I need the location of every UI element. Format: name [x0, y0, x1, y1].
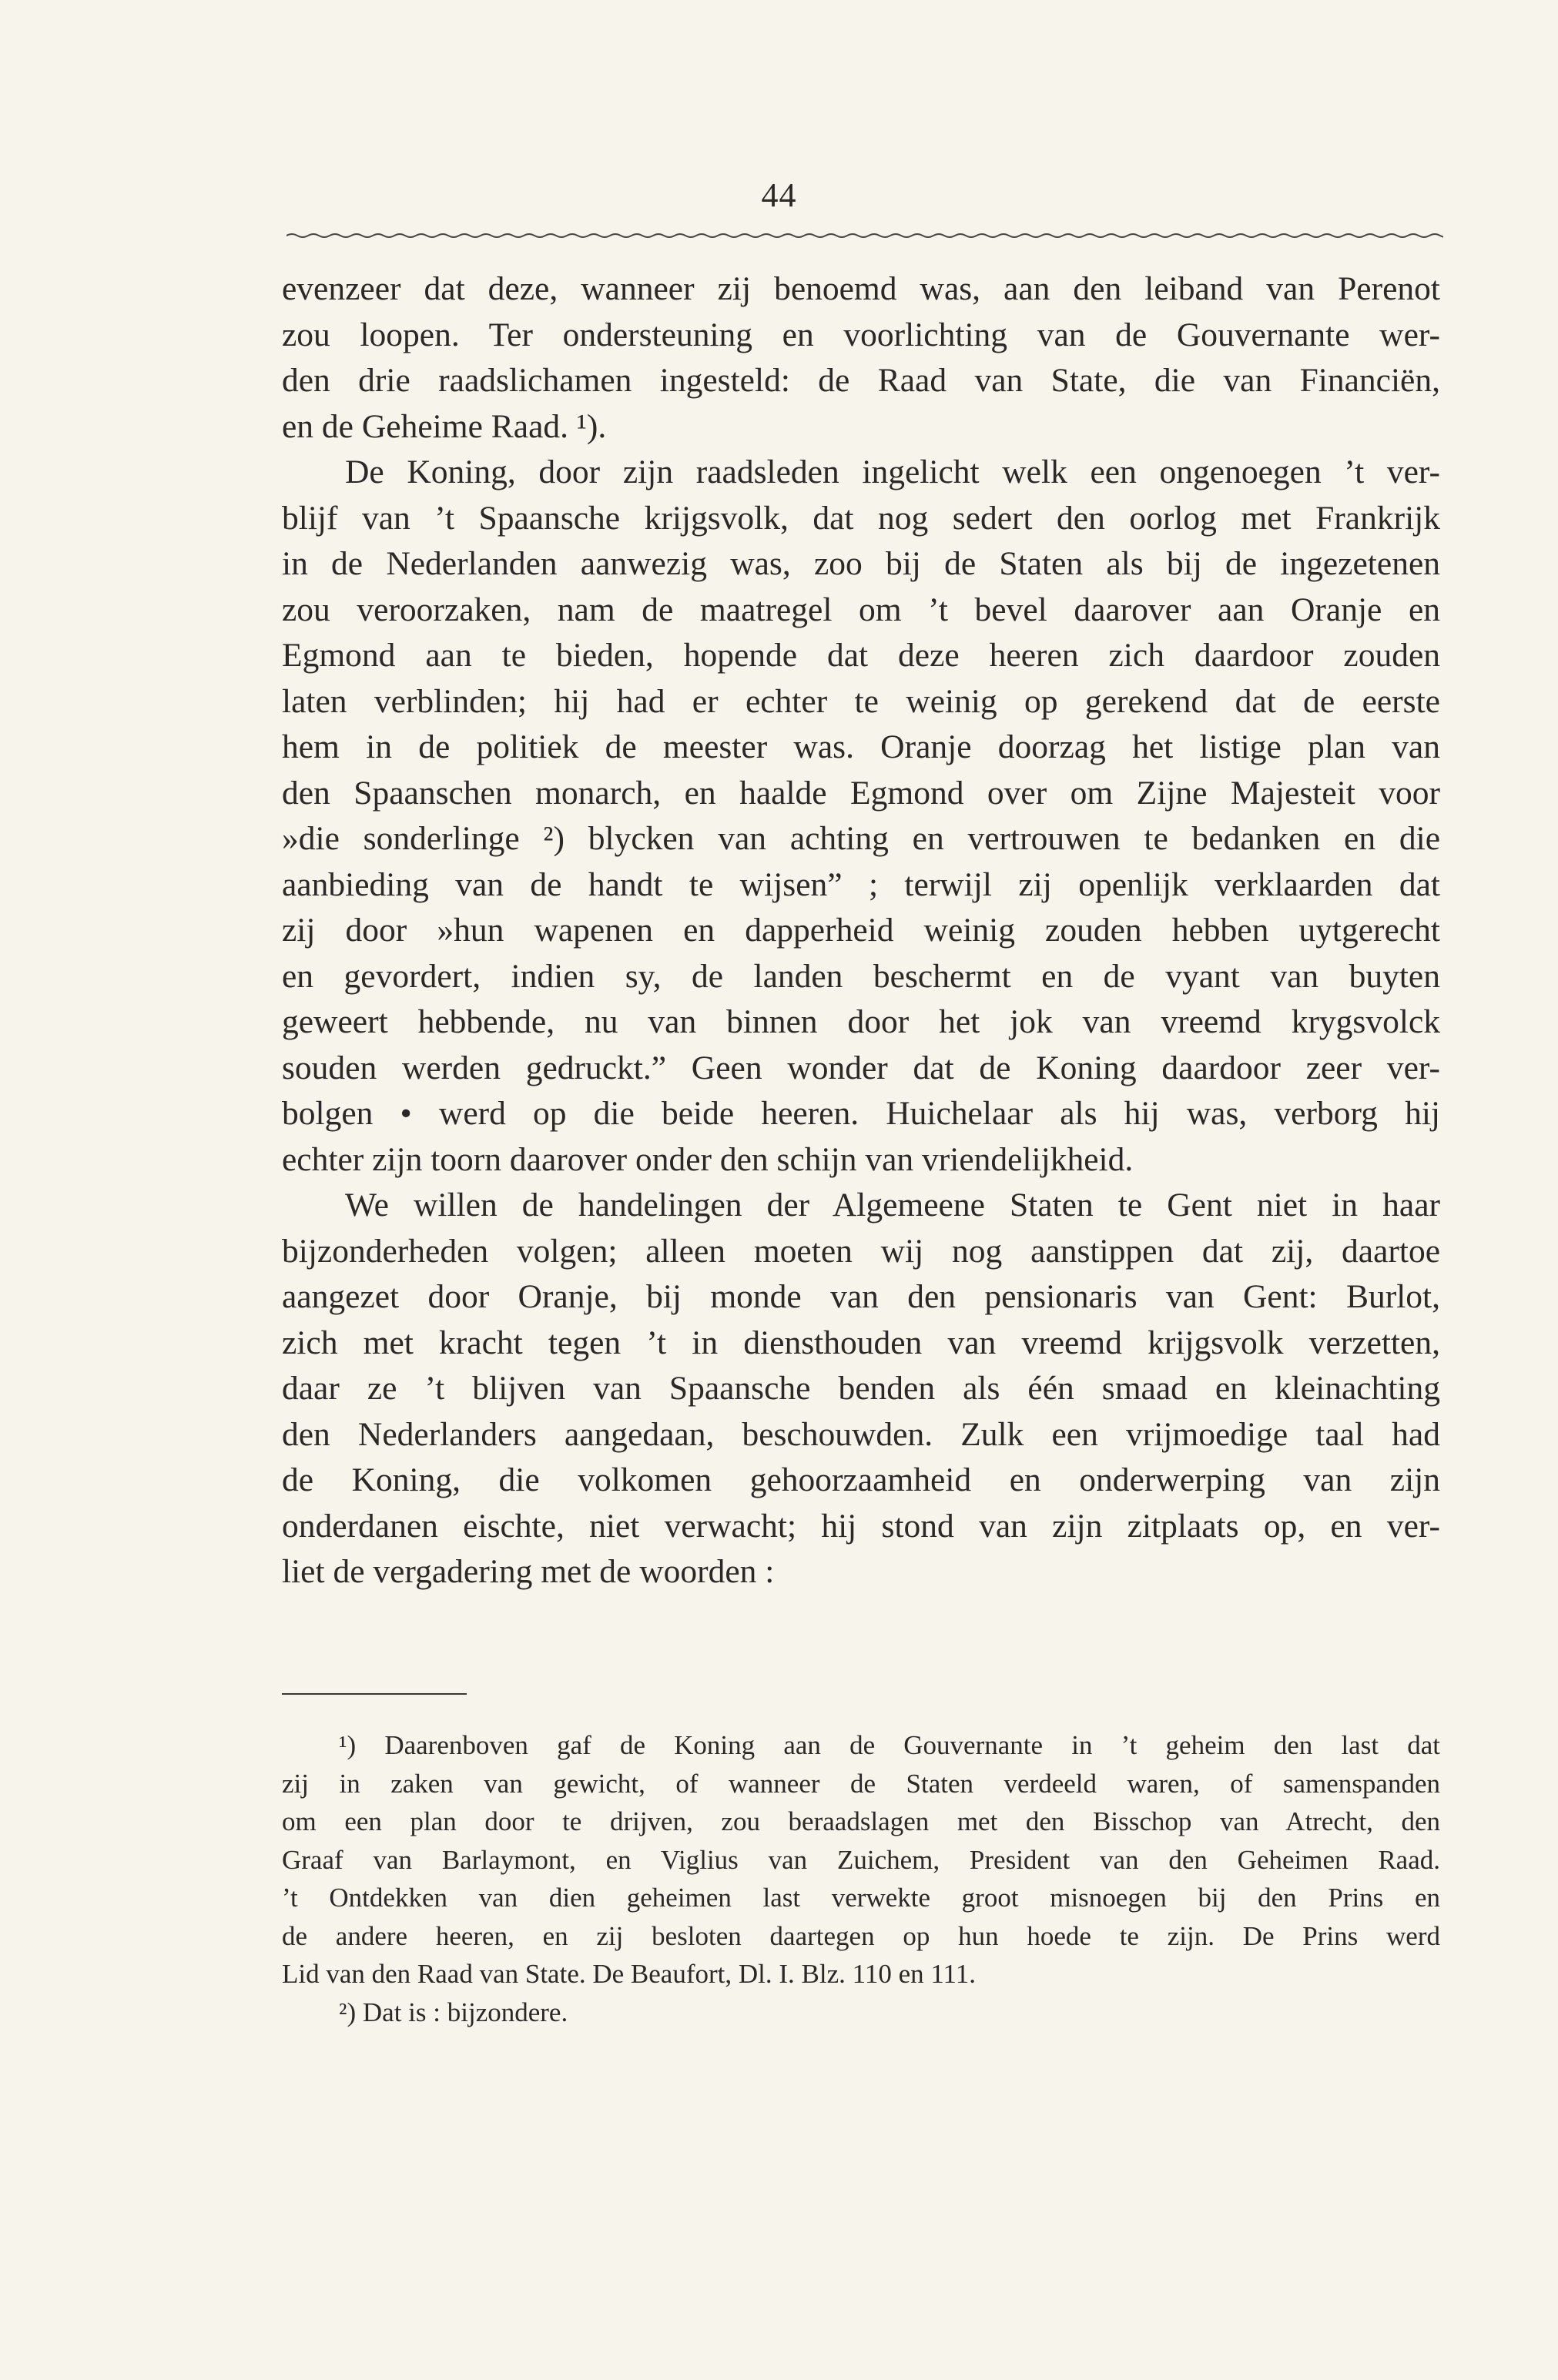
- text-line: zich met kracht tegen ’t in diensthouden van vreemd krijgsvolk verzetten,: [282, 1324, 1440, 1361]
- text-line: evenzeer dat deze, wanneer zij benoemd was, aan den leiband van Perenot: [282, 270, 1440, 307]
- footnote-line: om een plan door te drijven, zou beraadslagen met den Bisschop van Atrecht, den: [282, 1806, 1440, 1836]
- text-line: blijf van ’t Spaansche krijgsvolk, dat nog sedert den oorlog met Frankrijk: [282, 499, 1440, 537]
- footnote-line: ¹) Daarenboven gaf de Koning aan de Gouvernante in ’t geheim den last dat: [339, 1730, 1440, 1760]
- text-line: den Spaanschen monarch, en haalde Egmond over om Zijne Majesteit voor: [282, 774, 1440, 812]
- footnotes: [282, 1726, 1440, 2031]
- text-line: souden werden gedruckt.” Geen wonder dat de Koning daardoor zeer ver-: [282, 1049, 1440, 1086]
- text-line: hem in de politiek de meester was. Oranje doorzag het listige plan van: [282, 728, 1440, 765]
- text-line: geweert hebbende, nu van binnen door het jok van vreemd krygsvolck: [282, 1003, 1440, 1040]
- body-text: [282, 266, 1440, 1595]
- footnote-divider: [282, 1693, 467, 1695]
- footnote-line: zij in zaken van gewicht, of wanneer de Staten verdeeld waren, of samenspanden: [282, 1768, 1440, 1799]
- text-line: den Nederlanders aangedaan, beschouwden. Zulk een vrijmoedige taal had: [282, 1415, 1440, 1453]
- text-line: de Koning, die volkomen gehoorzaamheid en onderwerping van zijn: [282, 1461, 1440, 1498]
- footnote-line: ²) Dat is : bijzondere.: [339, 1997, 568, 2027]
- footnote-line: ’t Ontdekken van dien geheimen last verwekte groot misnoegen bij den Prins en: [282, 1883, 1440, 1913]
- footnote: [282, 1993, 1440, 2032]
- footnote-line: Graaf van Barlaymont, en Viglius van Zuichem, President van den Geheimen Raad.: [282, 1844, 1440, 1875]
- footnote-line: de andere heeren, en zij besloten daartegen op hun hoede te zijn. De Prins werd: [282, 1920, 1440, 1951]
- text-line: in de Nederlanden aanwezig was, zoo bij de Staten als bij de ingezetenen: [282, 545, 1440, 582]
- text-line: bijzonderheden volgen; alleen moeten wij nog aanstippen dat zij, daartoe: [282, 1232, 1440, 1270]
- paragraph: [282, 1183, 1440, 1595]
- text-line: liet de vergadering met de woorden :: [282, 1553, 775, 1590]
- text-line: aangezet door Oranje, bij monde van den pensionaris van Gent: Burlot,: [282, 1278, 1440, 1315]
- text-line: laten verblinden; hij had er echter te weinig op gerekend dat de eerste: [282, 682, 1440, 720]
- paragraph: [282, 450, 1440, 1183]
- text-line: den drie raadslichamen ingesteld: de Raad van State, die van Financiën,: [282, 362, 1440, 399]
- text-line: »die sonderlinge ²) blycken van achting en vertrouwen te bedanken en die: [282, 820, 1440, 857]
- wavy-ornament-rule: [286, 231, 1443, 240]
- text-line: en de Geheime Raad. ¹).: [282, 407, 607, 445]
- footnote: [282, 1726, 1440, 1993]
- text-line: Egmond aan te bieden, hopende dat deze heeren zich daardoor zouden: [282, 637, 1440, 674]
- footnote-line: Lid van den Raad van State. De Beaufort, Dl. I. Blz. 110 en 111.: [282, 1959, 977, 1989]
- paragraph: [282, 266, 1440, 450]
- text-line: onderdanen eischte, niet verwacht; hij stond van zijn zitplaats op, en ver-: [282, 1507, 1440, 1545]
- text-line: We willen de handelingen der Algemeene Staten te Gent niet in haar: [345, 1187, 1440, 1223]
- page-number: 44: [761, 176, 797, 214]
- text-line: zij door »hun wapenen en dapperheid weinig zouden hebben uytgerecht: [282, 912, 1440, 949]
- text-line: echter zijn toorn daarover onder den schijn van vriendelijkheid.: [282, 1140, 1134, 1178]
- text-line: daar ze ’t blijven van Spaansche benden als één smaad en kleinachting: [282, 1370, 1440, 1407]
- text-line: De Koning, door zijn raadsleden ingelicht welk een ongenoegen ’t ver-: [345, 454, 1440, 490]
- text-line: zou veroorzaken, nam de maatregel om ’t bevel daarover aan Oranje en: [282, 591, 1440, 628]
- text-line: aanbieding van de handt te wijsen” ; terwijl zij openlijk verklaarden dat: [282, 865, 1440, 903]
- text-line: bolgen • werd op die beide heeren. Huichelaar als hij was, verborg hij: [282, 1095, 1440, 1132]
- text-line: zou loopen. Ter ondersteuning en voorlichting van de Gouvernante wer-: [282, 316, 1440, 353]
- text-line: en gevordert, indien sy, de landen beschermt en de vyant van buyten: [282, 957, 1440, 995]
